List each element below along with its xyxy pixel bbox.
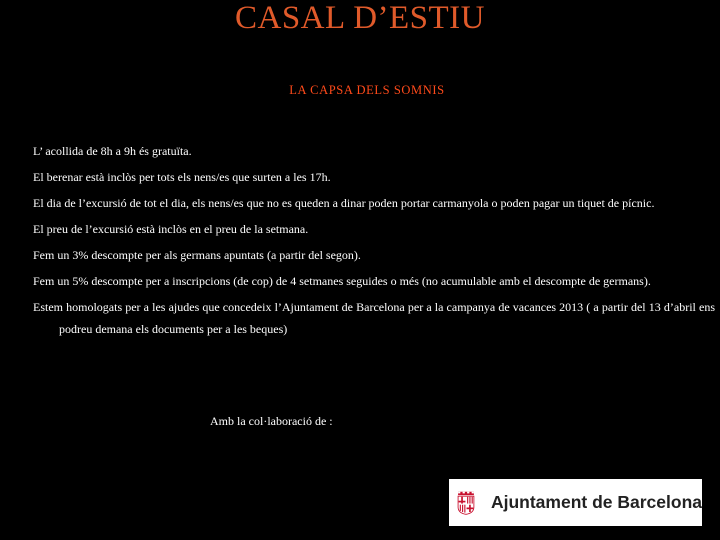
page-subtitle: LA CAPSA DELS SOMNIS	[289, 83, 445, 97]
info-paragraph: Fem un 5% descompte per a inscripcions (de cop) de 4 setmanes seguides o més (no acumulable amb el descompte de germans).	[33, 274, 651, 288]
info-paragraph: El berenar està inclòs per tots els nens/es que surten a les 17h.	[33, 170, 331, 184]
page-title: CASAL D’ESTIU	[234, 0, 486, 36]
ajuntament-logo	[449, 479, 702, 526]
collaboration-label: Amb la col·laboració de :	[210, 414, 333, 428]
info-paragraph: El preu de l’excursió està inclòs en el preu de la setmana.	[33, 222, 309, 236]
logo-text: Ajuntament de Barcelona	[490, 492, 702, 512]
barcelona-shield-icon	[453, 482, 479, 524]
info-paragraph: Estem homologats per a les ajudes que concedeix l’Ajuntament de Barcelona per a la campanya de vacances 2013 ( a partir del 13 d’abril ens podreu demana els documents per a les beques)	[33, 300, 715, 336]
info-paragraph: L’ acollida de 8h a 9h és gratuïta.	[33, 144, 192, 158]
info-paragraph: El dia de l’excursió de tot el dia, els nens/es que no es queden a dinar poden portar carmanyola o poden pagar un tiquet de pícnic.	[33, 196, 655, 210]
info-paragraph: Fem un 3% descompte per als germans apuntats (a partir del segon).	[33, 248, 361, 262]
info-list	[33, 140, 715, 344]
